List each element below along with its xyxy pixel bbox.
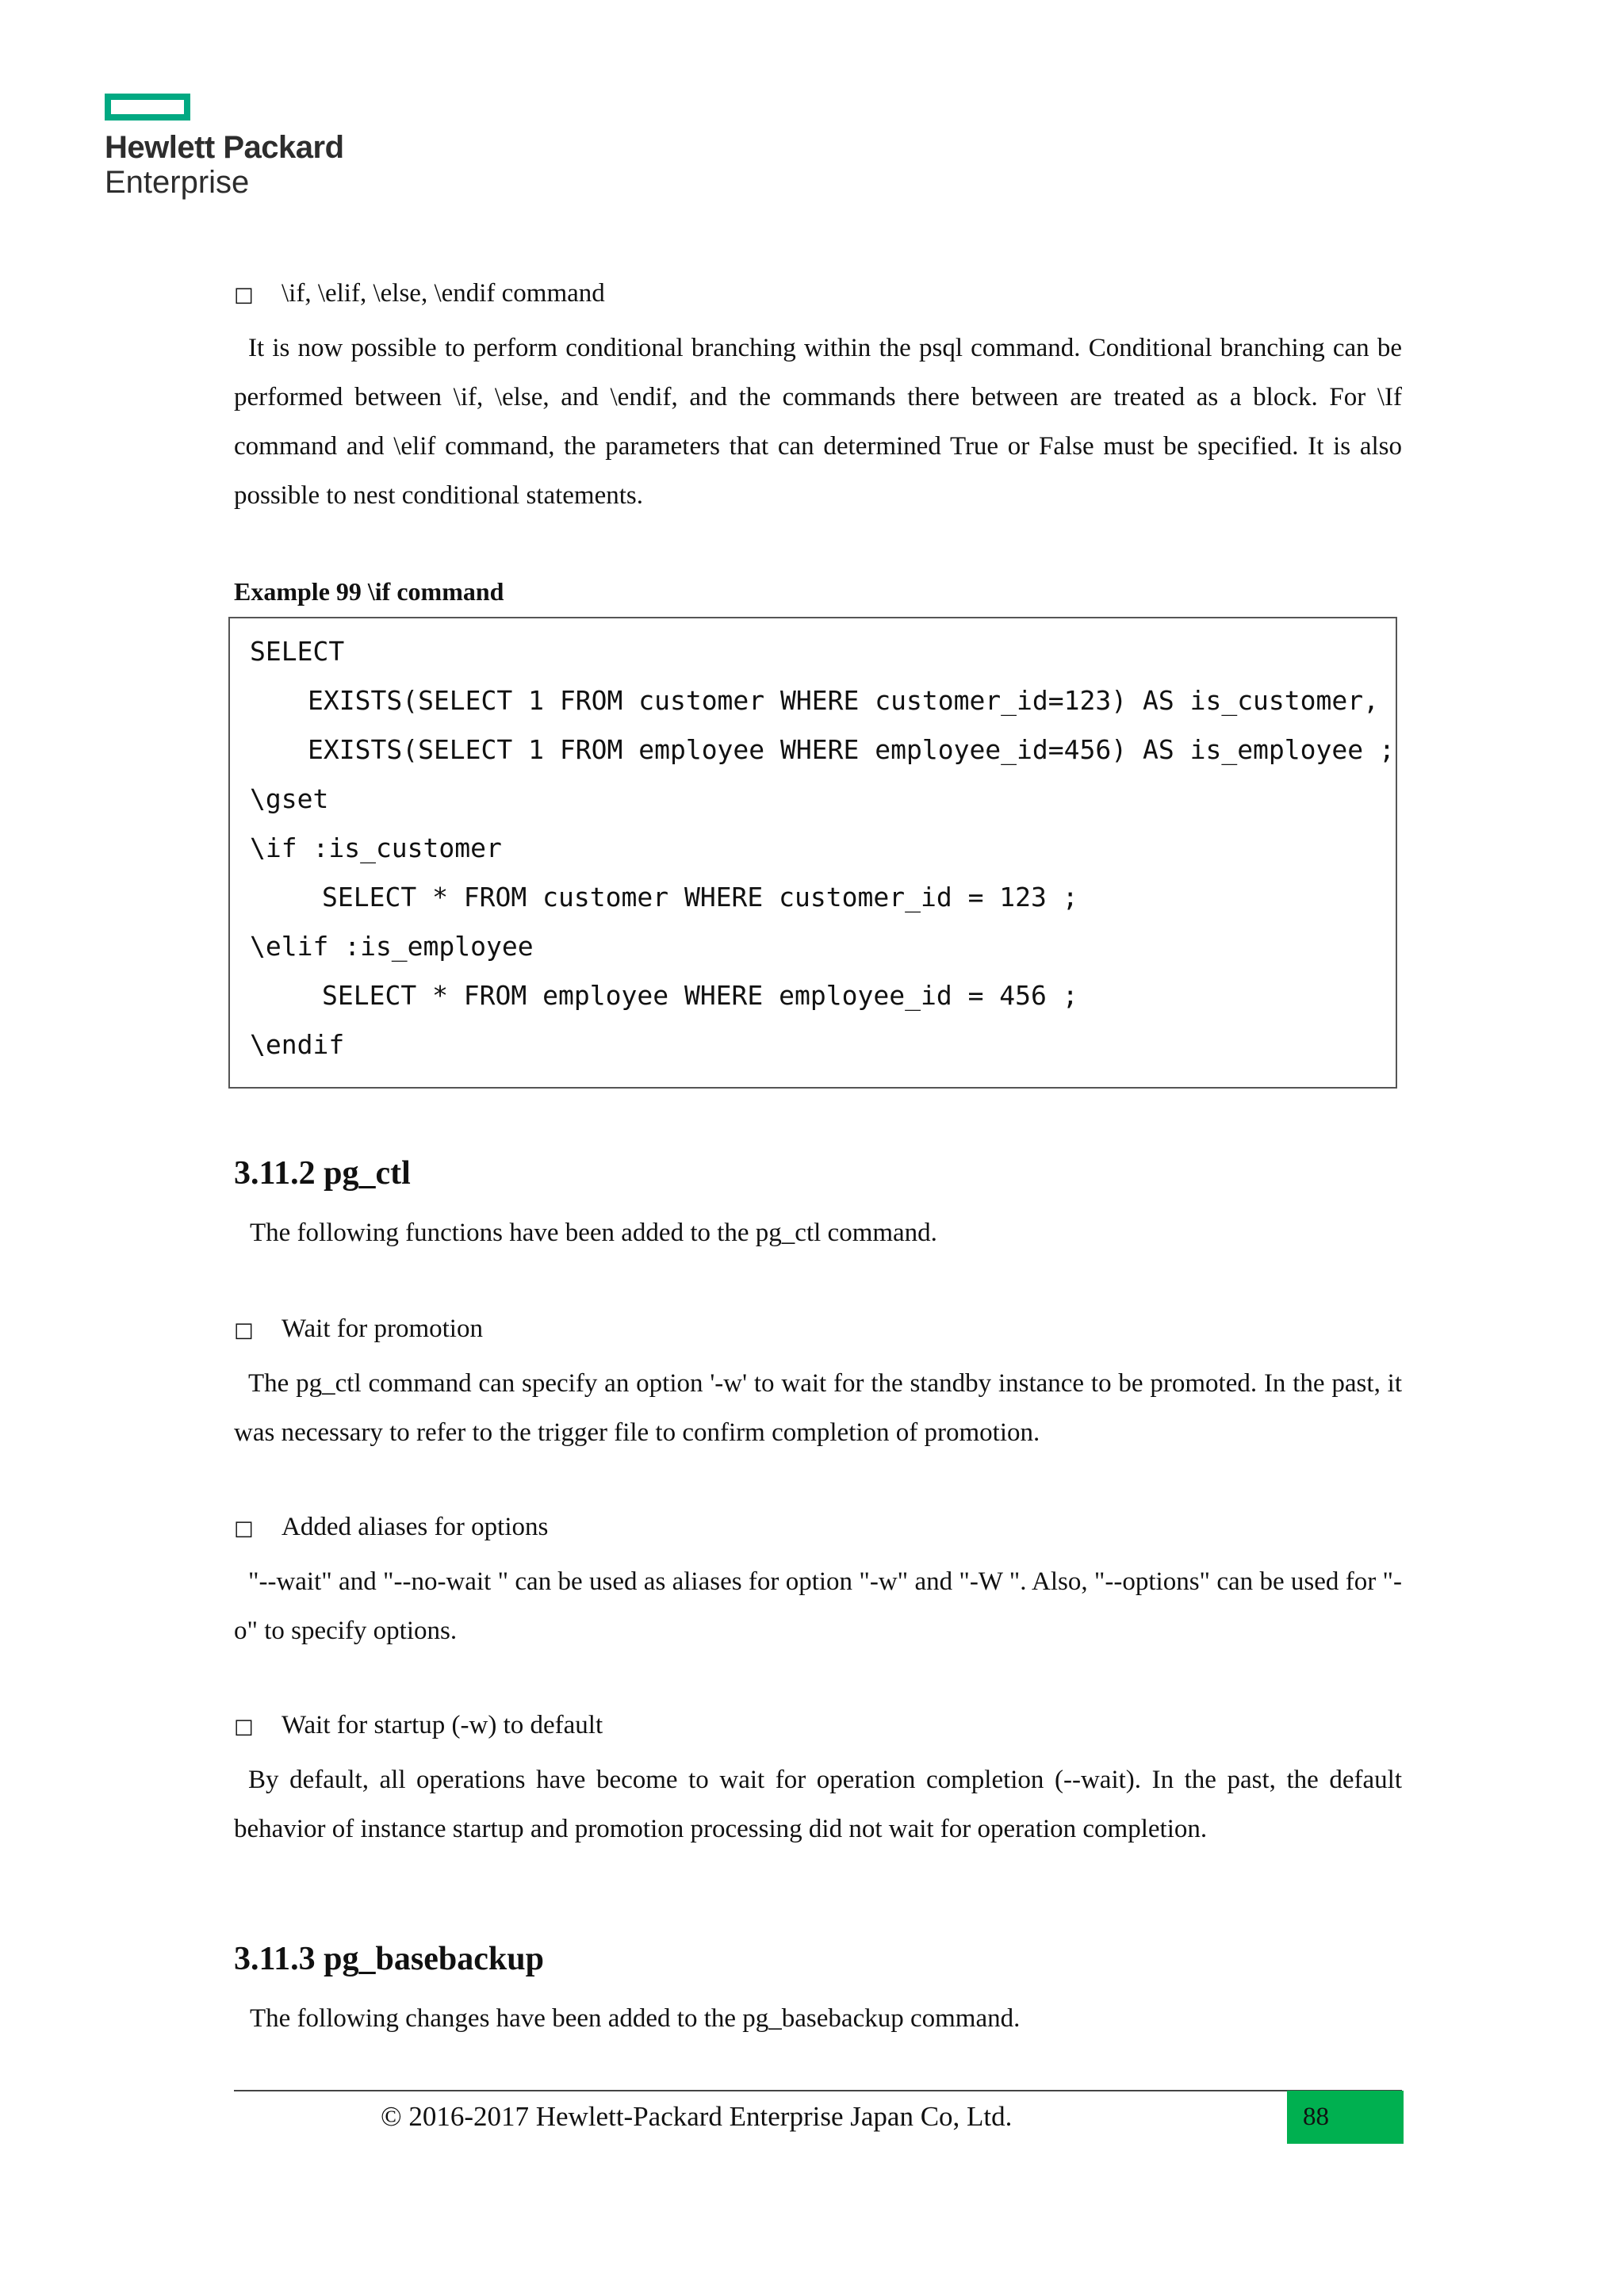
bullet-if-command bbox=[234, 279, 605, 308]
code-line: \elif :is_employee bbox=[250, 931, 534, 962]
page-number: 88 bbox=[1287, 2091, 1404, 2144]
logo-text-line1: Hewlett Packard bbox=[105, 130, 344, 165]
bullet-wait-promotion bbox=[234, 1314, 483, 1344]
bullet-box-icon: □ bbox=[234, 1517, 254, 1540]
code-line: \if :is_customer bbox=[250, 832, 502, 863]
footer-divider bbox=[234, 2090, 1402, 2091]
example-caption: Example 99 \if command bbox=[234, 577, 504, 606]
code-line: SELECT * FROM employee WHERE employee_id = 456 ; bbox=[322, 980, 1078, 1011]
paragraph-if: It is now possible to perform conditional branching within the psql command. Conditional branching can be performed between \if, \else, and \endif, and the commands there between are treated as a block. For \If command and \elif command, the parameters that can determined True or False must be specified. It is also possible to nest conditional statements. bbox=[234, 334, 1402, 510]
bullet-box-icon: □ bbox=[234, 1715, 254, 1739]
heading-pg-basebackup: 3.11.3 pg_basebackup bbox=[234, 1941, 544, 1977]
code-line: SELECT * FROM customer WHERE customer_id = 123 ; bbox=[322, 882, 1078, 913]
bullet-box-icon: □ bbox=[234, 1318, 254, 1342]
bullet-title: \if, \elif, \else, \endif command bbox=[282, 279, 605, 308]
pg-basebackup-intro: The following changes have been added to the pg_basebackup command. bbox=[250, 2004, 1021, 2033]
heading-pg-ctl: 3.11.2 pg_ctl bbox=[234, 1155, 411, 1192]
bullet-aliases bbox=[234, 1513, 548, 1542]
code-line: \endif bbox=[250, 1029, 345, 1060]
bullet-title: Wait for startup (-w) to default bbox=[282, 1711, 603, 1739]
footer-copyright: © 2016-2017 Hewlett-Packard Enterprise Japan Co, Ltd. bbox=[381, 2101, 1013, 2132]
code-line: EXISTS(SELECT 1 FROM customer WHERE customer_id=123) AS is_customer, bbox=[308, 685, 1380, 716]
paragraph-wait-promotion: The pg_ctl command can specify an option '-w' to wait for the standby instance to be promoted. In the past, it was necessary to refer to the trigger file to confirm completion of promotion. bbox=[234, 1369, 1402, 1447]
logo-mark bbox=[105, 94, 190, 121]
bullet-box-icon: □ bbox=[234, 283, 254, 307]
code-line: SELECT bbox=[250, 636, 345, 667]
bullet-title: Wait for promotion bbox=[282, 1314, 483, 1343]
bullet-wait-startup bbox=[234, 1711, 603, 1740]
paragraph-aliases: "--wait" and "--no-wait " can be used as aliases for option "-w" and "-W ". Also, "--options" can be used for "-o" to specify options. bbox=[234, 1567, 1402, 1645]
bullet-title: Added aliases for options bbox=[282, 1513, 549, 1541]
pg-ctl-intro: The following functions have been added to the pg_ctl command. bbox=[250, 1219, 937, 1247]
logo-text-line2: Enterprise bbox=[105, 165, 250, 200]
code-block bbox=[228, 617, 1397, 1089]
paragraph-wait-startup: By default, all operations have become to wait for operation completion (--wait). In the past, the default behavior of instance startup and promotion processing did not wait for operation completion. bbox=[234, 1766, 1402, 1843]
hpe-logo bbox=[105, 94, 344, 200]
code-line: \gset bbox=[250, 783, 329, 814]
code-line: EXISTS(SELECT 1 FROM employee WHERE employee_id=456) AS is_employee ; bbox=[308, 734, 1395, 765]
